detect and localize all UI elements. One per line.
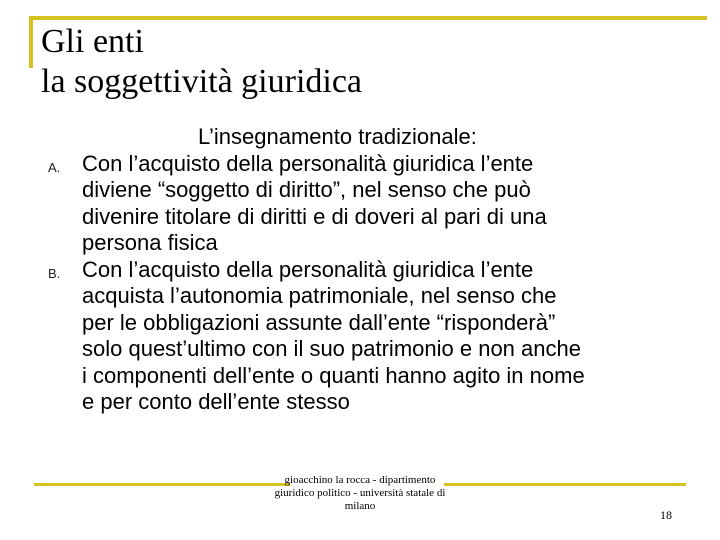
footer-rule-right bbox=[444, 483, 686, 486]
footer-line-1: gioacchino la rocca - dipartimento bbox=[284, 474, 436, 486]
list-item-a-line: persona fisica bbox=[82, 230, 218, 255]
list-item-a-line: diviene “soggetto di diritto”, nel senso che può bbox=[82, 177, 531, 202]
title-accent-vertical-bar bbox=[29, 16, 33, 68]
list-item-b-line: per le obbligazioni assunte dall’ente “risponderà” bbox=[82, 309, 556, 335]
list-item-a-line: divenire titolare di diritti e di doveri al pari di una bbox=[82, 203, 547, 229]
title-line-1: Gli enti bbox=[41, 23, 144, 60]
page-number: 18 bbox=[660, 508, 672, 522]
footer-credit bbox=[248, 474, 472, 513]
list-item-a-line: Con l’acquisto della personalità giuridica l’ente bbox=[82, 150, 534, 176]
list-item-b-line: e per conto dell’ente stesso bbox=[82, 389, 350, 414]
footer-line-3: milano bbox=[344, 500, 376, 512]
intro-text: L’insegnamento tradizionale: bbox=[198, 124, 477, 149]
footer-line-2: giuridico politico - università statale di bbox=[274, 487, 446, 499]
list-item-b-line: solo quest’ultimo con il suo patrimonio e non anche bbox=[82, 336, 581, 361]
list-item-b-line: acquista l’autonomia patrimoniale, nel senso che bbox=[82, 283, 557, 308]
list-item-b-line: Con l’acquisto della personalità giuridica l’ente bbox=[82, 256, 534, 282]
list-marker-a: A. bbox=[48, 159, 61, 175]
title-accent-horizontal-bar bbox=[29, 16, 707, 20]
list-marker-b: B. bbox=[48, 265, 61, 281]
list-item-a bbox=[48, 151, 708, 257]
slide-body bbox=[48, 124, 708, 416]
list-item-b bbox=[48, 257, 708, 416]
list-item-b-line: i componenti dell’ente o quanti hanno agito in nome bbox=[82, 362, 585, 388]
slide-title bbox=[41, 22, 681, 102]
title-line-2: la soggettività giuridica bbox=[41, 63, 363, 100]
